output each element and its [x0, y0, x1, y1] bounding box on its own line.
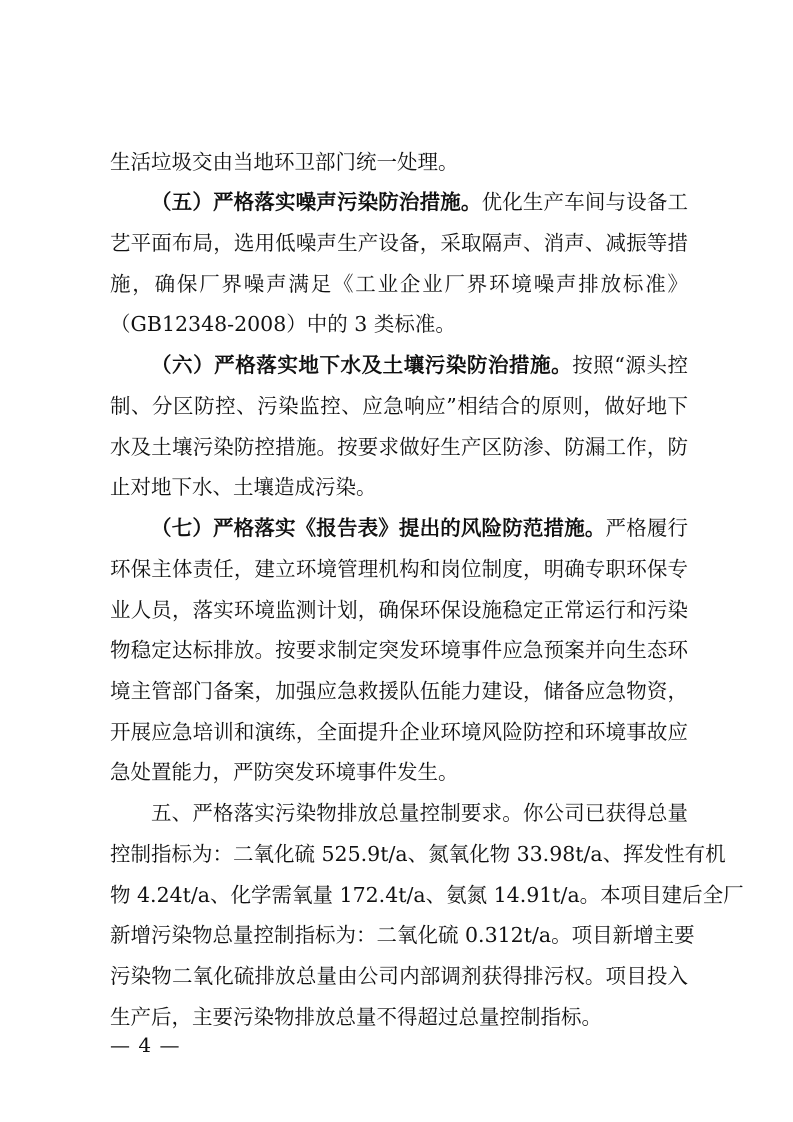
line-text: （GB12348-2008）中的 3 类标准。 [110, 312, 456, 336]
body-line-19 [110, 878, 744, 912]
body-line-13 [110, 633, 688, 667]
line-text: 严格履行 [605, 516, 689, 540]
body-line-21 [110, 959, 688, 993]
line-text: 施，确保厂界噪声满足《工业企业厂界环境噪声排放标准》 [110, 272, 688, 296]
line-text: 境主管部门备案，加强应急救援队伍能力建设，储备应急物资， [110, 679, 688, 703]
body-line-11 [110, 552, 688, 586]
line-text: 制、分区防控、污染监控、应急响应”相结合的原则，做好地下 [110, 394, 688, 418]
line-text: 环保主体责任，建立环境管理机构和岗位制度，明确专职环保专 [110, 557, 688, 581]
body-line-7 [110, 389, 688, 423]
line-text: 物稳定达标排放。按要求制定突发环境事件应急预案并向生态环 [110, 638, 688, 662]
line-text: 止对地下水、土壤造成污染。 [110, 475, 377, 499]
section-seven-heading-line [151, 511, 688, 545]
section-heading: （六）严格落实地下水及土壤污染防治措施。 [151, 353, 573, 377]
body-line-9 [110, 470, 688, 504]
line-text: 生活垃圾交由当地环卫部门统一处理。 [110, 150, 459, 174]
body-line-15 [110, 715, 688, 749]
body-line-1 [110, 145, 688, 179]
line-text: 开展应急培训和演练，全面提升企业环境风险防控和环境事故应 [110, 720, 688, 744]
section-heading: （五）严格落实噪声污染防治措施。 [151, 190, 482, 214]
line-text: 控制指标为：二氧化硫 525.9t/a、氮氧化物 33.98t/a、挥发性有机 [110, 842, 726, 866]
line-text: 五、严格落实污染物排放总量控制要求。你公司已获得总量 [151, 801, 688, 825]
line-text: 艺平面布局，选用低噪声生产设备，采取隔声、消声、减振等措 [110, 231, 688, 255]
line-text: 生产后，主要污染物排放总量不得超过总量控制指标。 [110, 1005, 602, 1029]
line-text: 物 4.24t/a、化学需氧量 172.4t/a、氨氮 14.91t/a。本项目建后全厂 [110, 883, 744, 907]
section-heading: （七）严格落实《报告表》提出的风险防范措施。 [151, 516, 606, 540]
line-text: 污染物二氧化硫排放总量由公司内部调剂获得排污权。项目投入 [110, 964, 688, 988]
line-text: 按照“源头控 [572, 353, 689, 377]
body-line-8 [110, 430, 688, 464]
line-text: 优化生产车间与设备工 [481, 190, 689, 214]
line-text: 业人员，落实环境监测计划，确保环保设施稳定正常运行和污染 [110, 598, 688, 622]
body-line-3 [110, 226, 688, 260]
body-line-16 [110, 755, 688, 789]
page-number: — 4 — [110, 1033, 181, 1057]
body-line-12 [110, 593, 688, 627]
section-six-heading-line [151, 348, 688, 382]
body-line-4 [110, 267, 688, 301]
section-five-heading-line [151, 185, 688, 219]
body-line-22 [110, 1000, 688, 1034]
line-text: 急处置能力，严防突发环境事件发生。 [110, 760, 459, 784]
line-text: 新增污染物总量控制指标为：二氧化硫 0.312t/a。项目新增主要 [110, 923, 695, 947]
body-line-5 [110, 307, 688, 341]
section-five-main-line [151, 796, 688, 830]
body-line-18 [110, 837, 726, 871]
line-text: 水及土壤污染防控措施。按要求做好生产区防渗、防漏工作，防 [110, 435, 688, 459]
body-line-20 [110, 918, 695, 952]
body-line-14 [110, 674, 688, 708]
